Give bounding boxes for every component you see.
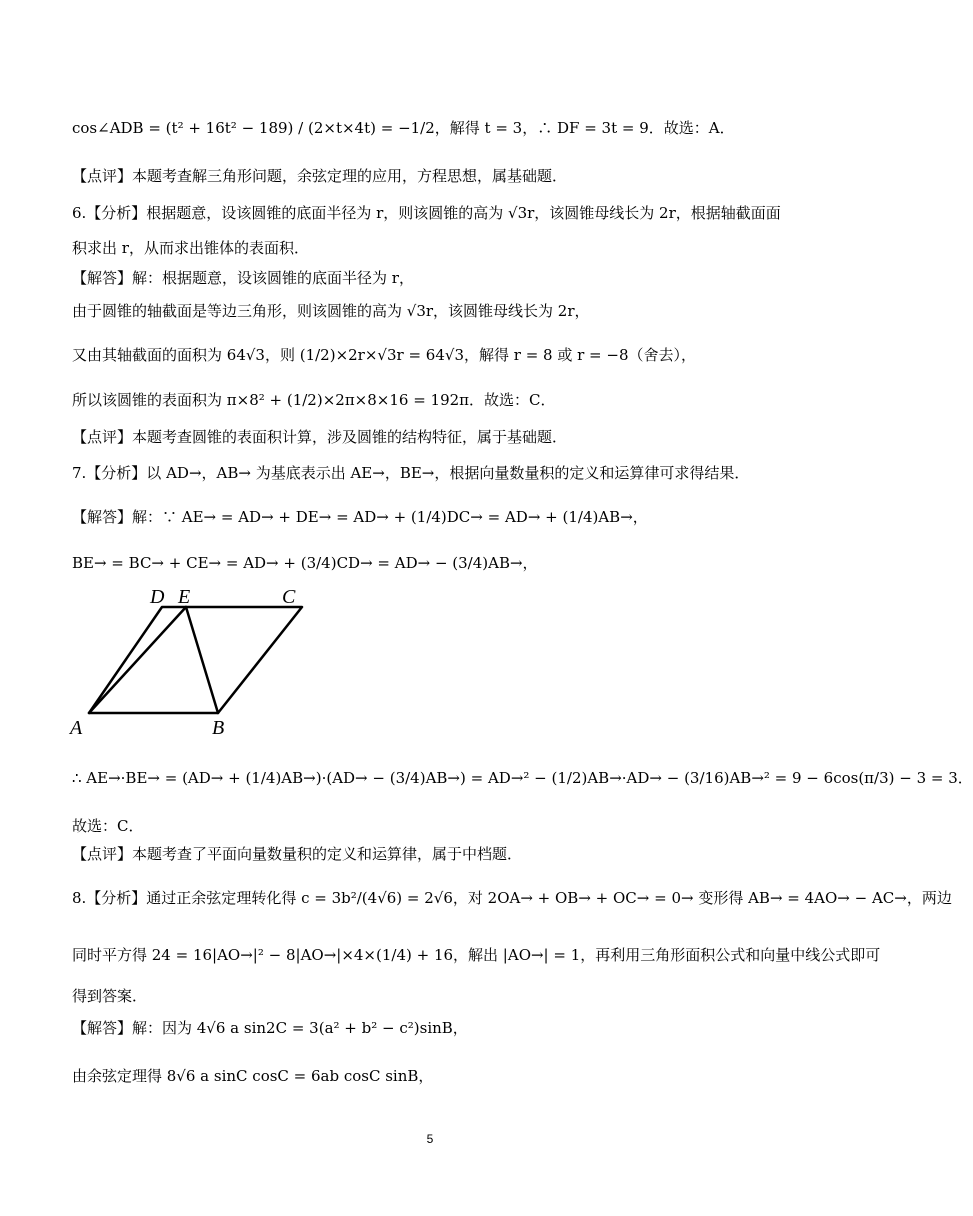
label-D: D [150,586,165,608]
text-line-17: 同时平方得 24 = 16|AO→|² − 8|AO→|×4×(1/4) + 16，解出 |AO→| = 1，再利用三角形面积公式和向量中线公式即可 [72,946,881,964]
text-line-18: 得到答案． [72,987,148,1005]
parallelogram-figure [70,582,310,742]
text-line-3: 6.【分析】根据题意，设该圆锥的底面半径为 r，则该圆锥的高为 √3r，该圆锥母线长为 2r，根据轴截面面 [72,204,781,222]
text-line-6: 由于圆锥的轴截面是等边三角形，则该圆锥的高为 √3r，该圆锥母线长为 2r， [72,302,590,320]
segment-AE [89,607,186,713]
text-line-1: cos∠ADB = (t² + 16t² − 189) / (2×t×4t) = −1/2，解得 t = 3，∴ DF = 3t = 9．故选：A． [72,119,735,137]
parallelogram-diagram [70,582,310,742]
text-line-9: 【点评】本题考查圆锥的表面积计算，涉及圆锥的结构特征，属于基础题． [72,428,568,446]
page-number: 5 [426,1132,434,1146]
text-line-8: 所以该圆锥的表面积为 π×8² + (1/2)×2π×8×16 = 192π．故选：C． [72,391,556,409]
label-C: C [282,586,296,608]
text-line-12: BE→ = BC→ + CE→ = AD→ + (3/4)CD→ = AD→ − (3/4)AB→， [72,554,538,572]
text-line-19: 【解答】解：因为 4√6 a sin2C = 3(a² + b² − c²)sinB， [72,1019,468,1037]
segment-EB [186,607,218,713]
parallelogram-outline [89,607,302,713]
text-line-2: 【点评】本题考查解三角形问题，余弦定理的应用，方程思想，属基础题． [72,167,568,185]
text-line-14: 故选：C． [72,817,144,835]
text-line-5: 【解答】解：根据题意，设该圆锥的底面半径为 r， [72,269,414,287]
text-line-11: 【解答】解：∵ AE→ = AD→ + DE→ = AD→ + (1/4)DC→ = AD→ + (1/4)AB→， [72,508,648,526]
text-line-16: 8.【分析】通过正余弦定理转化得 c = 3b²/(4√6) = 2√6，对 2OA→ + OB→ + OC→ = 0→ 变形得 AB→ = 4AO→ − AC→，两边 [72,889,952,907]
text-line-20: 由余弦定理得 8√6 a sinC cosC = 6ab cosC sinB， [72,1067,434,1085]
label-A: A [70,717,83,739]
label-B: B [212,717,225,739]
text-line-4: 积求出 r，从而求出锥体的表面积． [72,239,309,257]
text-line-15: 【点评】本题考查了平面向量数量积的定义和运算律，属于中档题． [72,845,523,863]
label-E: E [178,586,191,608]
text-line-13: ∴ AE→·BE→ = (AD→ + (1/4)AB→)·(AD→ − (3/4)AB→) = AD→² − (1/2)AB→·AD→ − (3/16)AB→² = 9 − 6cos(π/3) − 3 = 3． [72,769,973,787]
text-line-7: 又由其轴截面的面积为 64√3，则 (1/2)×2r×√3r = 64√3，解得 r = 8 或 r = −8（舍去）， [72,346,696,364]
text-line-10: 7.【分析】以 AD→，AB→ 为基底表示出 AE→，BE→，根据向量数量积的定义和运算律可求得结果． [72,464,750,482]
